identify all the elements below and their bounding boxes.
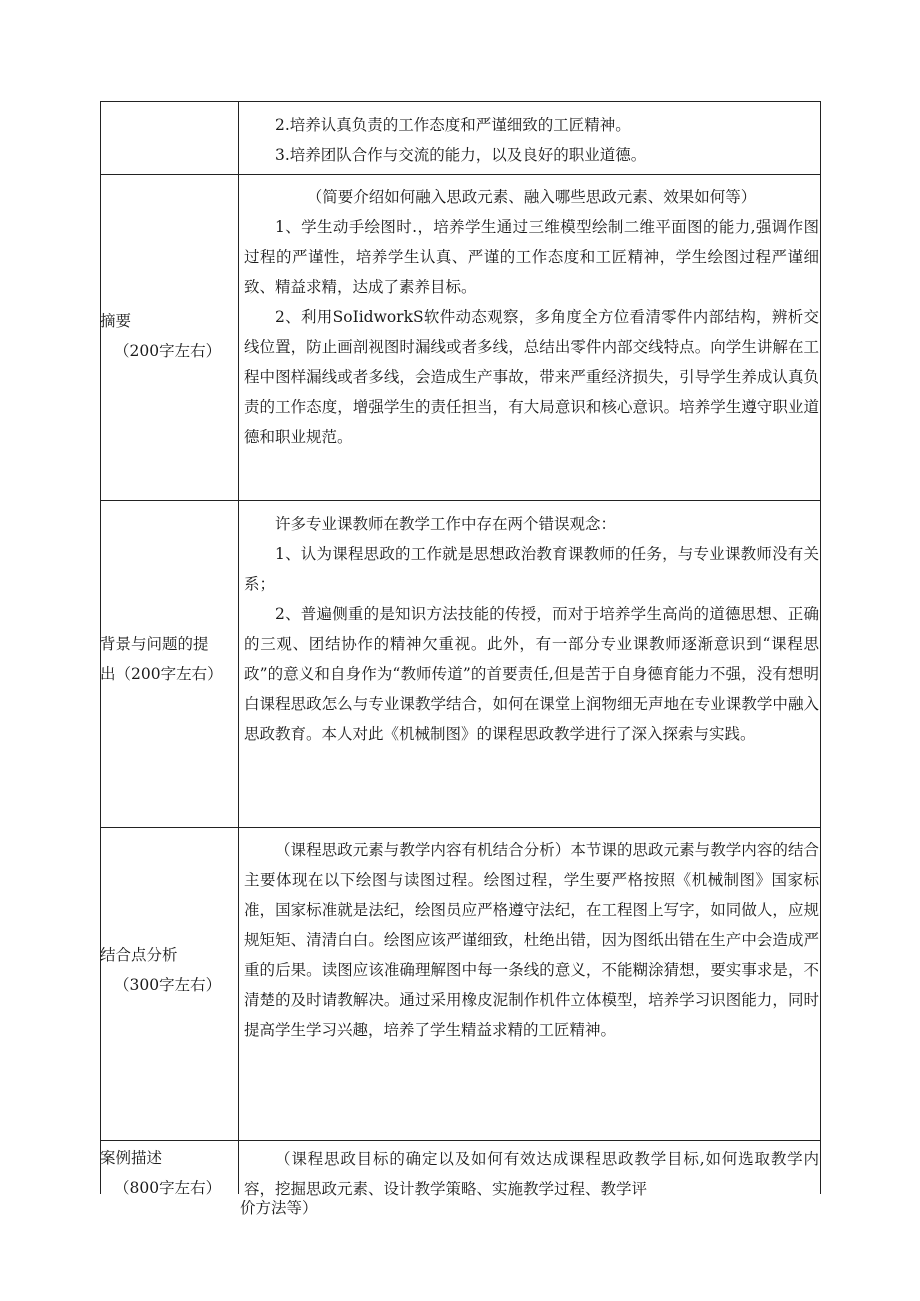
label-line: （200字左右） bbox=[114, 342, 222, 360]
case-label bbox=[100, 1143, 238, 1203]
abstract-intro: （简要介绍如何融入思政元素、融入哪些思政元素、效果如何等） bbox=[306, 188, 757, 206]
label-line: 出（200字左右） bbox=[100, 665, 223, 683]
label-line: 背景与问题的提 bbox=[100, 635, 209, 653]
row-divider bbox=[100, 1140, 821, 1141]
row-divider bbox=[100, 174, 821, 175]
abstract-cell bbox=[244, 182, 819, 452]
background-cell bbox=[244, 509, 819, 749]
row-divider bbox=[100, 827, 821, 828]
background-paragraph: 2、普遍侧重的是知识方法技能的传授，而对于培养学生高尚的道德思想、正确的三观、团结协作的精神欠重视。此外，有一部分专业课教师逐渐意识到“课程思政”的意义和自身作为“教师传道”的首要责任,但是苦于自身德育能力不强，没有想明白课程思政怎么与专业课教学结合，如何在课堂上润物细无声地在专业课教学中融入思政教育。本人对此《机械制图》的课程思政教学进行了深入探索与实践。 bbox=[244, 605, 819, 743]
background-paragraph: 许多专业课教师在教学工作中存在两个错误观念： bbox=[275, 515, 617, 533]
objective-line: 2.培养认真负责的工作态度和严谨细致的工匠精神。 bbox=[275, 116, 631, 134]
abstract-paragraph: 2、利用SoIidworkS软件动态观察，多角度全方位看清零件内部结构，辨析交线位置，防止画剖视图时漏线或者多线，总结出零件内部交线特点。向学生讲解在工程中图样漏线或者多线，会造成生产事故，带来严重经济损失，引导学生养成认真负责的工作态度，增强学生的责任担当，有大局意识和核心意识。培养学生遵守职业道德和职业规范。 bbox=[244, 308, 819, 446]
label-line: 结合点分析 bbox=[100, 946, 178, 964]
case-cell bbox=[244, 1144, 819, 1204]
label-line: （800字左右） bbox=[114, 1179, 222, 1197]
table-border-top bbox=[100, 101, 821, 102]
label-line: （300字左右） bbox=[114, 976, 222, 994]
label-line: 摘要 bbox=[100, 312, 132, 330]
abstract-label bbox=[100, 306, 238, 366]
analysis-label bbox=[100, 940, 238, 1000]
background-paragraph: 1、认为课程思政的工作就是思想政治教育课教师的任务，与专业课教师没有关系； bbox=[244, 545, 819, 593]
row-divider bbox=[100, 500, 821, 501]
case-tail-text: 价方法等） bbox=[240, 1199, 318, 1217]
table-border-right bbox=[820, 101, 821, 1194]
analysis-paragraph: （课程思政元素与教学内容有机结合分析）本节课的思政元素与教学内容的结合主要体现在以下绘图与读图过程。绘图过程，学生要严格按照《机械制图》国家标准，国家标准就是法纪，绘图员应严格遵守法纪，在工程图上写字，如同做人，应规规矩矩、清清白白。绘图应该严谨细致，杜绝出错，因为图纸出错在生产中会造成严重的后果。读图应该准确理解图中每一条线的意义，不能糊涂猜想，要实事求是，不清楚的及时请教解决。通过采用橡皮泥制作机件立体模型，培养学习识图能力，同时提高学生学习兴趣，培养了学生精益求精的工匠精神。 bbox=[244, 841, 819, 1039]
document-table bbox=[100, 101, 821, 1198]
background-label bbox=[100, 629, 238, 689]
objective-line: 3.培养团队合作与交流的能力，以及良好的职业道德。 bbox=[275, 146, 647, 164]
case-paragraph: （课程思政目标的确定以及如何有效达成课程思政教学目标,如何选取教学内容，挖掘思政元素、设计教学策略、实施教学过程、教学评 bbox=[244, 1150, 819, 1198]
abstract-paragraph: 1、学生动手绘图时.，培养学生通过三维模型绘制二维平面图的能力,强调作图过程的严谨性，培养学生认真、严谨的工作态度和工匠精神，学生绘图过程严谨细致、精益求精，达成了素养目标。 bbox=[244, 218, 819, 296]
column-divider bbox=[238, 101, 239, 1194]
objectives-cell bbox=[244, 110, 819, 170]
analysis-cell bbox=[244, 835, 819, 1045]
label-line: 案例描述 bbox=[100, 1149, 163, 1167]
